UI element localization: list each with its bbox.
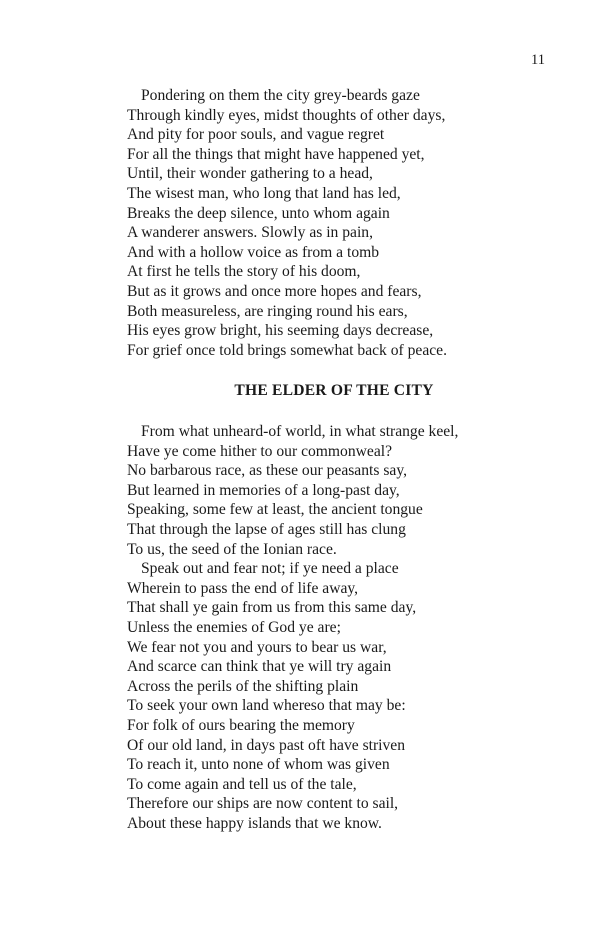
poem-line: Speak out and fear not; if ye need a place xyxy=(141,560,399,578)
poem-line: A wanderer answers. Slowly as in pain, xyxy=(127,224,373,242)
poem-line: Both measureless, are ringing round his ears, xyxy=(127,302,408,320)
page-number: 11 xyxy=(531,52,545,68)
poem-line: Of our old land, in days past oft have striven xyxy=(127,736,406,754)
poem-line: Across the perils of the shifting plain xyxy=(127,677,359,695)
poem-line: Unless the enemies of God ye are; xyxy=(127,618,341,636)
poem-line: Breaks the deep silence, unto whom again xyxy=(127,204,390,222)
poem-line: Wherein to pass the end of life away, xyxy=(127,579,359,597)
poem-line: We fear not you and yours to bear us war, xyxy=(127,638,387,656)
poem-line: To come again and tell us of the tale, xyxy=(127,775,357,793)
poem-line: At first he tells the story of his doom, xyxy=(127,263,361,281)
poem-line: And pity for poor souls, and vague regret xyxy=(127,126,385,144)
poem-stanza-elder xyxy=(127,422,547,833)
poem-line: From what unheard-of world, in what strange keel, xyxy=(141,423,459,440)
section-heading: THE ELDER OF THE CITY xyxy=(234,382,434,399)
poem-line: About these happy islands that we know. xyxy=(127,814,382,832)
poem-line: Have ye come hither to our commonweal? xyxy=(127,442,392,460)
poem-line: To seek your own land whereso that may be: xyxy=(127,697,406,715)
poem-line: For grief once told brings somewhat back of peace. xyxy=(127,341,447,359)
poem-line: For all the things that might have happened yet, xyxy=(127,145,425,163)
poem-line: Pondering on them the city grey-beards gaze xyxy=(141,87,420,104)
poem-line: That through the lapse of ages still has clung xyxy=(127,520,406,538)
poem-line: Until, their wonder gathering to a head, xyxy=(127,165,373,183)
poem-line: That shall ye gain from us from this same day, xyxy=(127,599,417,617)
poem-line: And with a hollow voice as from a tomb xyxy=(127,243,380,261)
poem-line: Therefore our ships are now content to sail, xyxy=(127,795,399,813)
poem-line: His eyes grow bright, his seeming days decrease, xyxy=(127,322,434,340)
poem-line: But as it grows and once more hopes and fears, xyxy=(127,282,422,300)
poem-line: The wisest man, who long that land has led, xyxy=(127,184,401,202)
poem-line: But learned in memories of a long-past day, xyxy=(127,481,400,499)
poem-line: Through kindly eyes, midst thoughts of other days, xyxy=(127,106,446,124)
poem-line: For folk of ours bearing the memory xyxy=(127,716,355,734)
poem-line: To reach it, unto none of whom was given xyxy=(127,756,390,774)
poem-line: To us, the seed of the Ionian race. xyxy=(127,540,337,558)
poem-line: No barbarous race, as these our peasants say, xyxy=(127,462,408,480)
poem-line: And scarce can think that ye will try again xyxy=(127,658,392,676)
poem-line: Speaking, some few at least, the ancient tongue xyxy=(127,501,423,519)
poem-stanza-intro xyxy=(127,86,547,360)
